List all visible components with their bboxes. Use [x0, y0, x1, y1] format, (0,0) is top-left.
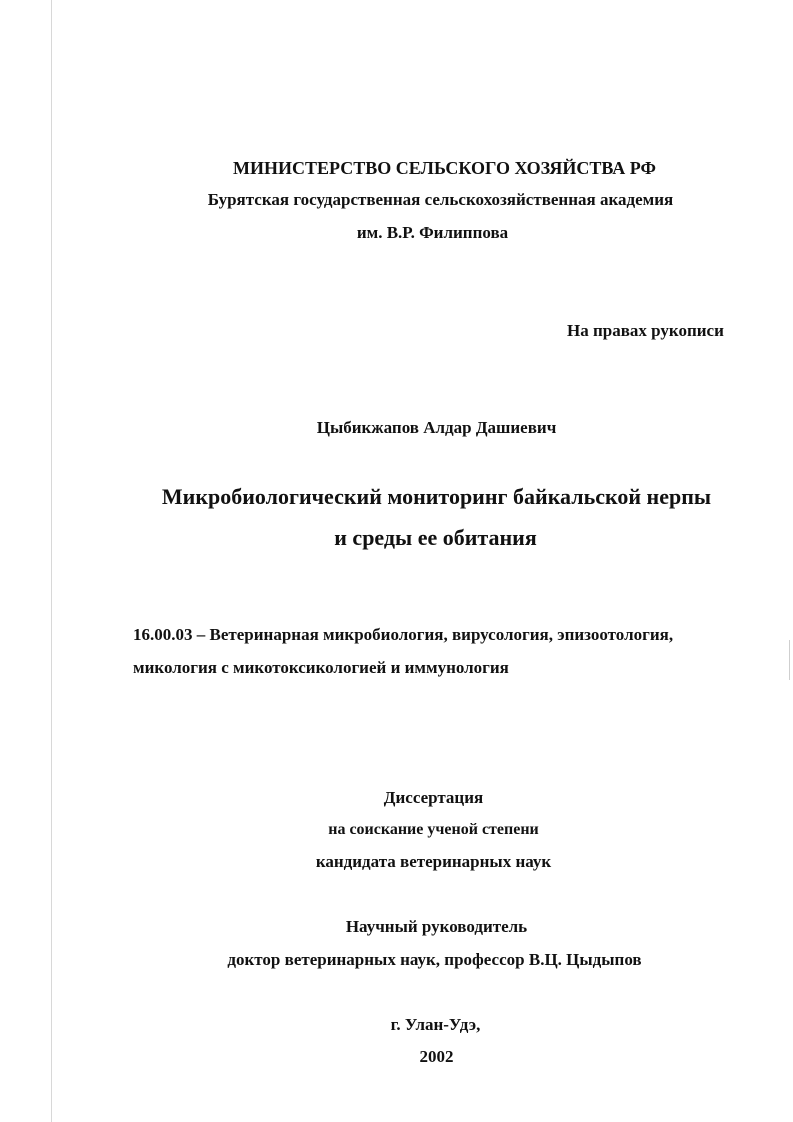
year: 2002 [419, 1047, 454, 1066]
degree-line-3: кандидата ветеринарных наук [315, 852, 552, 871]
academy-named-after: им. В.Р. Филиппова [356, 223, 509, 242]
specialty-line-2: микология с микотоксикологией и иммунология [133, 658, 509, 677]
ministry-heading: МИНИСТЕРСТВО СЕЛЬСКОГО ХОЗЯЙСТВА РФ [233, 158, 656, 178]
scan-mark [789, 640, 790, 680]
thesis-title-line-1: Микробиологический мониторинг байкальской нерпы [161, 484, 712, 509]
manuscript-note: На правах рукописи [567, 321, 724, 340]
degree-line-1: Диссертация [383, 788, 484, 807]
degree-line-2: на соискание ученой степени [328, 821, 539, 838]
specialty-line-1: 16.00.03 – Ветеринарная микробиология, вирусология, эпизоотология, [133, 625, 674, 644]
place: г. Улан-Удэ, [390, 1015, 481, 1034]
supervisor-name: доктор ветеринарных наук, профессор В.Ц. Цыдыпов [227, 950, 642, 969]
academy-name: Бурятская государственная сельскохозяйственная академия [207, 190, 674, 209]
supervisor-label: Научный руководитель [345, 917, 528, 936]
thesis-title-line-2: и среды ее обитания [334, 525, 537, 550]
author-name: Цыбикжапов Алдар Дашиевич [316, 418, 557, 437]
